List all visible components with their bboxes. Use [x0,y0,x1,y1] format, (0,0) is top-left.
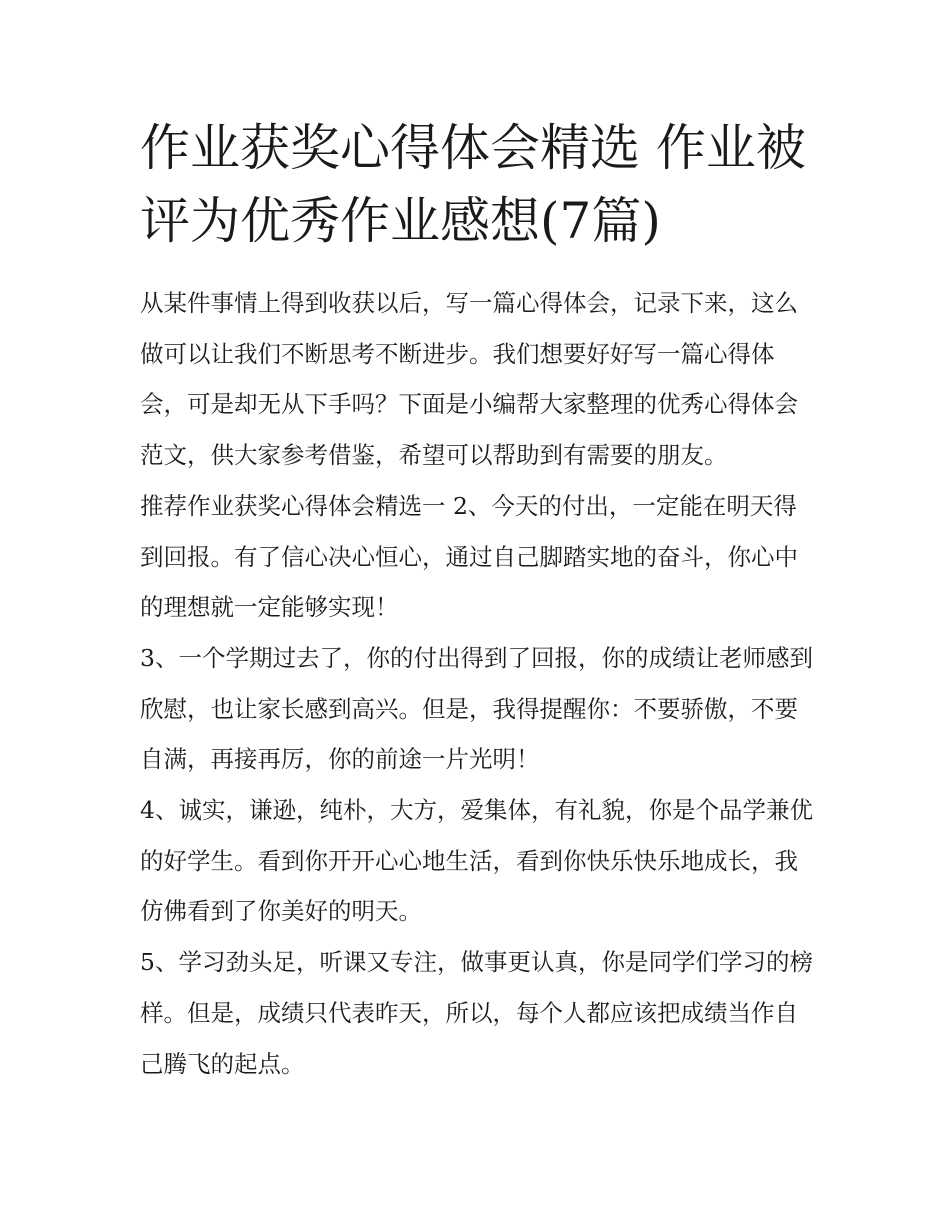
body-paragraph: 从某件事情上得到收获以后，写一篇心得体会，记录下来，这么做可以让我们不断思考不断进步。我们想要好好写一篇心得体会，可是却无从下手吗？下面是小编帮大家整理的优秀心得体会范文，供大家参考借鉴，希望可以帮助到有需要的朋友。 [140,289,798,470]
body-paragraph: 3、一个学期过去了，你的付出得到了回报，你的成绩让老师感到欣慰，也让家长感到高兴。但是，我得提醒你：不要骄傲，不要自满，再接再厉，你的前途一片光明！ [140,643,813,774]
body-paragraph: 4、诚实，谦逊，纯朴，大方，爱集体，有礼貌，你是个品学兼优的好学生。看到你开开心心地生活，看到你快乐快乐地成长，我仿佛看到了你美好的明天。 [140,796,813,926]
body-paragraph: 推荐作业获奖心得体会精选一 2、今天的付出，一定能在明天得到回报。有了信心决心恒心，通过自己脚踏实地的奋斗，你心中的理想就一定能够实现！ [140,491,798,622]
body-paragraph: 5、学习劲头足，听课又专注，做事更认真，你是同学们学习的榜样。但是，成绩只代表昨天，所以，每个人都应该把成绩当作自己腾飞的起点。 [140,948,813,1078]
document-title: 作业获奖心得体会精选 作业被评为优秀作业感想(7篇) [140,119,806,250]
document-body [140,278,820,1089]
